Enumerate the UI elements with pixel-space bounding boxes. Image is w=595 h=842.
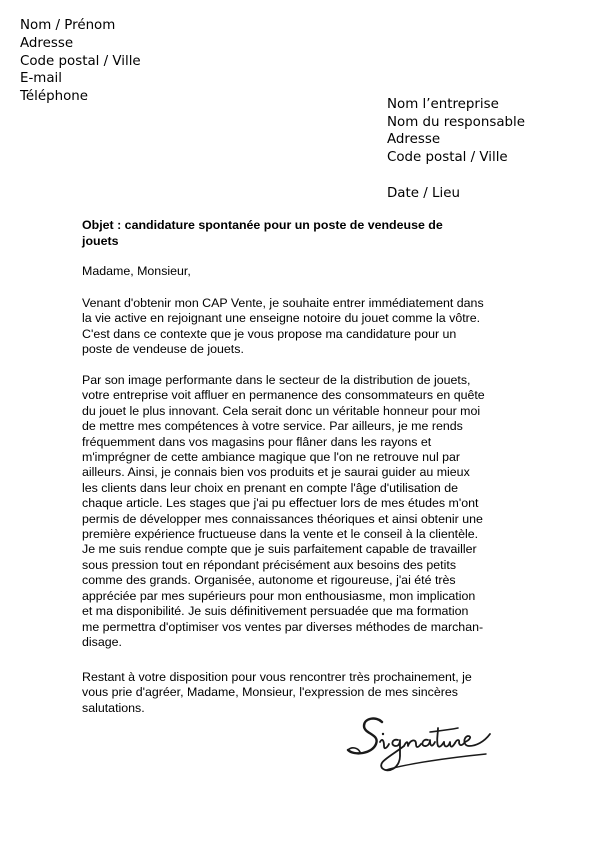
paragraph-line: me permettra d'optimiser vos ventes par diverses méthodes de marchan-	[82, 619, 484, 634]
paragraph-line: ailleurs. Ainsi, je connais bien vos produits et je saurai guider au mieux	[82, 465, 470, 480]
paragraph-line: Par son image performante dans le secteur de la distribution de jouets,	[82, 373, 471, 387]
sender-city: Code postal / Ville	[20, 53, 141, 69]
paragraph-line: poste de vendeuse de jouets.	[82, 342, 244, 357]
subject-line: Objet : candidature spontanée pour un poste de vendeuse de	[82, 218, 443, 232]
paragraph-line: Je me suis rendue compte que je suis parfaitement capable de travailler	[82, 542, 477, 557]
recipient-manager: Nom du responsable	[387, 114, 525, 130]
sender-street: Adresse	[20, 35, 74, 51]
sender-email: E-mail	[20, 71, 62, 87]
paragraph-line: vous prie d'agréer, Madame, Monsieur, l'expression de mes sincères	[82, 685, 458, 700]
paragraph-line: fréquemment dans vos magasins pour flâner dans les rayons et	[82, 434, 432, 449]
paragraph-line: appréciée par mes supérieurs pour mon enthousiasme, mon implication	[82, 588, 476, 603]
date-place: Date / Lieu	[387, 186, 460, 201]
paragraph-line: comme des grands. Organisée, autonome et rigoureuse, j'ai été très	[82, 573, 456, 588]
paragraph-line: de mettre mes compétences à votre service. Par ailleurs, je me rends	[82, 419, 463, 434]
recipient-company: Nom l’entreprise	[387, 97, 499, 112]
recipient-address	[387, 96, 525, 166]
paragraph-line: votre entreprise voit affluer en permanence des consommateurs en quête	[82, 388, 485, 403]
recipient-city: Code postal / Ville	[387, 149, 508, 165]
paragraph-line: disage.	[82, 634, 122, 649]
signature-strokes	[348, 719, 490, 771]
sender-phone: Téléphone	[20, 89, 89, 105]
handwritten-signature	[346, 712, 492, 784]
paragraph-line: et ma disponibilité. Je suis définitivement persuadée que ma formation	[82, 604, 469, 619]
paragraph-body	[82, 373, 522, 650]
paragraph-line: m'imprégner de cette ambiance magique que l'on ne retrouve nul par	[82, 450, 461, 465]
recipient-street: Adresse	[387, 132, 441, 148]
subject-line: jouets	[82, 233, 119, 248]
paragraph-line: première expérience fructueuse dans la vente et le conseil à la clientèle.	[82, 527, 479, 542]
sender-name: Nom / Prénom	[20, 18, 116, 33]
paragraph-line: sous pression tout en répondant précisément aux besoins des petits	[82, 557, 457, 572]
sender-address	[20, 17, 141, 106]
paragraph-intro	[82, 296, 522, 358]
paragraph-closing	[82, 670, 522, 716]
letter-subject	[82, 218, 522, 250]
paragraph-line: chaque article. Les stages que j'ai pu effectuer lors de mes études m'ont	[82, 496, 479, 511]
paragraph-line: les clients dans leur choix en prenant en compte l'âge d'utilisation de	[82, 480, 458, 495]
paragraph-line: la vie active en rejoignant une enseigne notoire du jouet comme la vôtre.	[82, 311, 481, 326]
salutation: Madame, Monsieur,	[82, 264, 191, 278]
paragraph-line: Venant d'obtenir mon CAP Vente, je souhaite entrer immédiatement dans	[82, 296, 484, 310]
paragraph-line: C'est dans ce contexte que je vous propose ma candidature pour un	[82, 326, 457, 341]
paragraph-line: permis de développer mes connaissances théoriques et ainsi obtenir une	[82, 511, 483, 526]
paragraph-line: du jouet le plus innovant. Cela serait donc un véritable honneur pour moi	[82, 403, 481, 418]
paragraph-line: salutations.	[82, 700, 145, 715]
paragraph-line: Restant à votre disposition pour vous rencontrer très prochainement, je	[82, 670, 472, 684]
